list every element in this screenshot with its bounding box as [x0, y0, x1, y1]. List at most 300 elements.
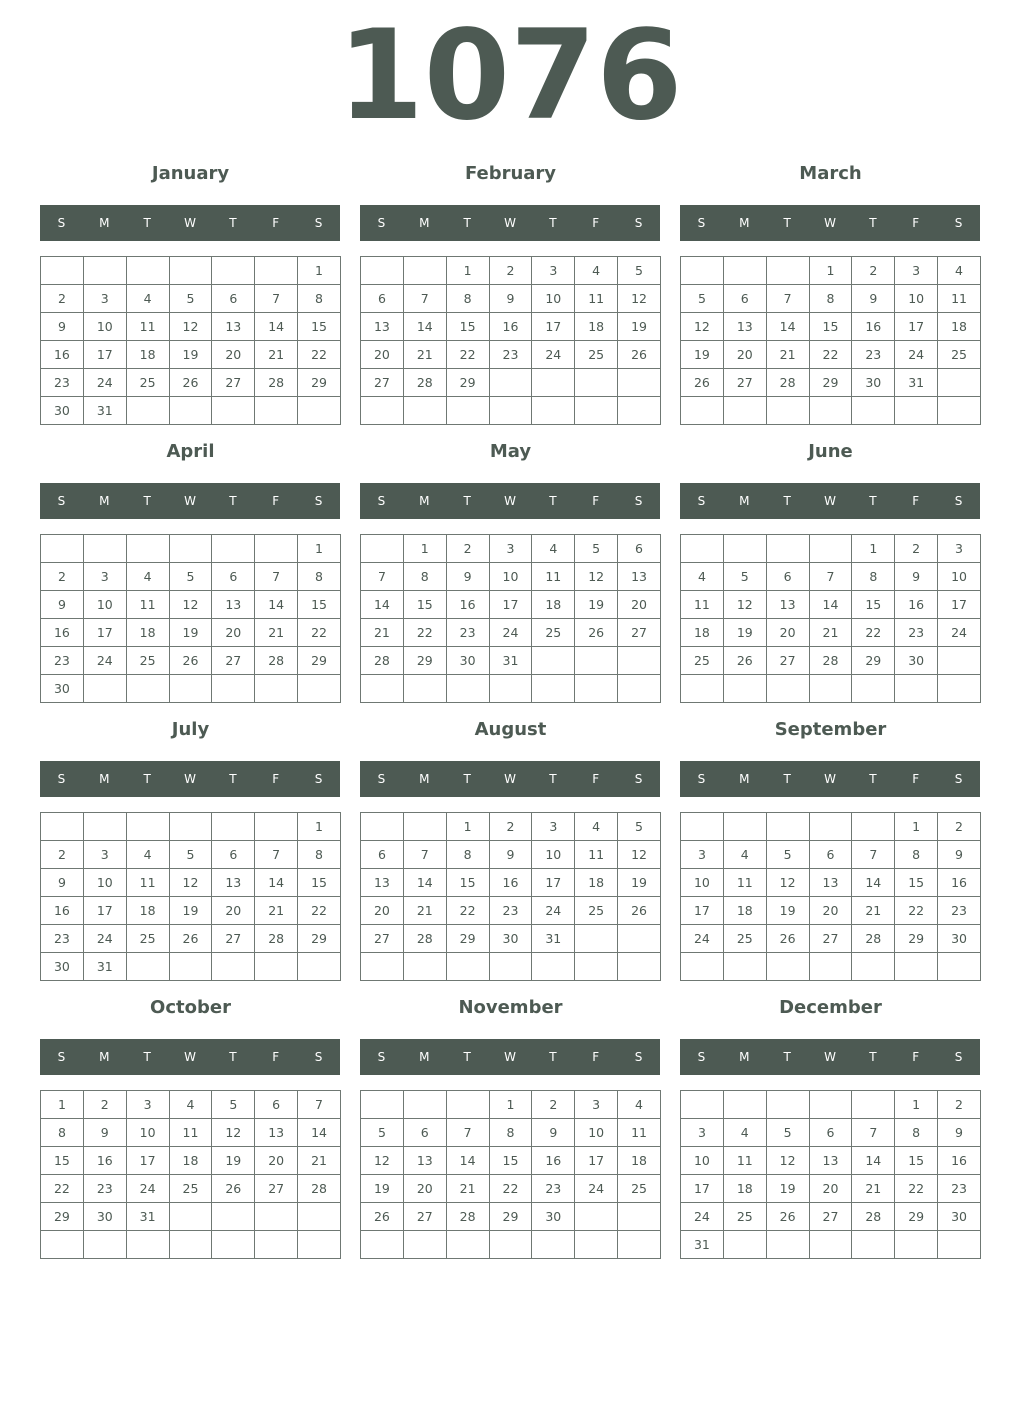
day-cell: 2 — [532, 1091, 575, 1119]
day-cell: 30 — [895, 647, 938, 675]
month-name: June — [808, 441, 853, 462]
week-row — [361, 1147, 661, 1175]
day-cell: 17 — [895, 313, 938, 341]
day-cell: 29 — [403, 647, 446, 675]
day-cell: 4 — [681, 563, 724, 591]
day-cell — [169, 1203, 212, 1231]
day-cell — [938, 369, 981, 397]
day-cell: 30 — [41, 953, 84, 981]
day-cell: 23 — [489, 897, 532, 925]
weekday-label: T — [229, 216, 237, 230]
day-cell: 21 — [255, 897, 298, 925]
weekday-label: T — [229, 1050, 237, 1064]
day-cell: 11 — [126, 591, 169, 619]
month-8 — [680, 719, 981, 984]
day-cell — [41, 535, 84, 563]
weekday-header — [680, 483, 980, 519]
day-cell — [809, 953, 852, 981]
day-cell: 4 — [723, 841, 766, 869]
week-row — [41, 1119, 341, 1147]
day-cell: 16 — [446, 591, 489, 619]
weekday-label: F — [592, 494, 600, 508]
day-cell: 11 — [575, 841, 618, 869]
day-cell — [361, 1231, 404, 1259]
day-cell: 8 — [298, 841, 341, 869]
day-cell — [255, 257, 298, 285]
day-cell: 4 — [723, 1119, 766, 1147]
day-cell: 27 — [212, 925, 255, 953]
day-cell: 22 — [446, 897, 489, 925]
weekday-label: S — [314, 216, 323, 230]
week-row — [681, 869, 981, 897]
day-cell — [83, 813, 126, 841]
day-cell: 8 — [298, 285, 341, 313]
day-cell: 8 — [852, 563, 895, 591]
week-row — [361, 869, 661, 897]
day-cell — [361, 397, 404, 425]
day-cell — [361, 257, 404, 285]
day-cell: 14 — [403, 869, 446, 897]
day-cell: 25 — [169, 1175, 212, 1203]
day-cell: 18 — [532, 591, 575, 619]
day-cell — [852, 397, 895, 425]
day-cell: 21 — [809, 619, 852, 647]
day-cell: 19 — [212, 1147, 255, 1175]
day-cell — [489, 369, 532, 397]
day-cell — [126, 675, 169, 703]
day-cell — [255, 813, 298, 841]
month-9 — [40, 997, 341, 1262]
week-row — [41, 341, 341, 369]
weekday-label: M — [99, 772, 110, 786]
week-row — [681, 1091, 981, 1119]
day-cell: 15 — [852, 591, 895, 619]
week-row — [681, 1175, 981, 1203]
day-cell: 16 — [83, 1147, 126, 1175]
day-cell: 19 — [681, 341, 724, 369]
day-cell: 12 — [212, 1119, 255, 1147]
weekday-label: F — [912, 216, 920, 230]
day-cell — [298, 675, 341, 703]
day-cell: 4 — [575, 813, 618, 841]
week-row — [41, 675, 341, 703]
day-cell: 16 — [41, 897, 84, 925]
day-cell: 3 — [681, 1119, 724, 1147]
month-0 — [40, 163, 341, 428]
day-cell: 27 — [809, 1203, 852, 1231]
day-cell: 4 — [126, 285, 169, 313]
day-cell: 21 — [361, 619, 404, 647]
day-cell: 1 — [446, 813, 489, 841]
weekday-label: S — [377, 772, 386, 786]
day-cell: 7 — [361, 563, 404, 591]
day-cell: 27 — [361, 925, 404, 953]
weekday-label: S — [697, 772, 706, 786]
weekday-label: M — [739, 1050, 750, 1064]
day-cell: 16 — [489, 313, 532, 341]
day-cell: 3 — [83, 563, 126, 591]
month-7 — [360, 719, 661, 984]
day-cell: 2 — [489, 813, 532, 841]
day-grid — [680, 256, 981, 425]
day-cell — [809, 397, 852, 425]
day-cell: 21 — [446, 1175, 489, 1203]
day-cell: 22 — [403, 619, 446, 647]
day-cell: 12 — [169, 591, 212, 619]
day-cell: 29 — [809, 369, 852, 397]
month-1 — [360, 163, 661, 428]
day-cell — [489, 675, 532, 703]
day-cell: 2 — [938, 813, 981, 841]
week-row — [41, 647, 341, 675]
day-cell: 19 — [361, 1175, 404, 1203]
day-cell: 11 — [723, 869, 766, 897]
day-cell: 4 — [938, 257, 981, 285]
day-cell: 30 — [489, 925, 532, 953]
day-cell: 2 — [489, 257, 532, 285]
day-cell: 11 — [681, 591, 724, 619]
day-cell — [681, 675, 724, 703]
day-cell — [446, 953, 489, 981]
day-cell: 17 — [532, 869, 575, 897]
day-cell: 21 — [852, 1175, 895, 1203]
day-cell: 31 — [681, 1231, 724, 1259]
day-cell: 27 — [255, 1175, 298, 1203]
day-cell: 23 — [852, 341, 895, 369]
day-cell: 27 — [723, 369, 766, 397]
day-grid — [40, 256, 341, 425]
day-cell: 4 — [126, 841, 169, 869]
day-cell: 31 — [895, 369, 938, 397]
weekday-label: T — [869, 494, 877, 508]
day-cell: 13 — [403, 1147, 446, 1175]
week-row — [41, 925, 341, 953]
month-10 — [360, 997, 661, 1262]
day-cell — [446, 397, 489, 425]
week-row — [361, 257, 661, 285]
day-cell: 29 — [298, 647, 341, 675]
day-cell: 3 — [83, 841, 126, 869]
day-cell: 27 — [809, 925, 852, 953]
day-cell: 1 — [895, 813, 938, 841]
day-cell: 12 — [169, 313, 212, 341]
day-grid — [680, 812, 981, 981]
day-cell — [169, 953, 212, 981]
week-row — [361, 619, 661, 647]
day-cell: 15 — [298, 591, 341, 619]
day-cell — [532, 647, 575, 675]
weekday-label: F — [272, 1050, 280, 1064]
day-cell: 15 — [895, 869, 938, 897]
weekday-label: T — [463, 772, 471, 786]
day-cell — [618, 397, 661, 425]
day-cell: 14 — [809, 591, 852, 619]
day-cell: 27 — [212, 369, 255, 397]
day-cell: 28 — [298, 1175, 341, 1203]
day-cell: 29 — [41, 1203, 84, 1231]
day-grid — [360, 812, 661, 981]
weekday-label: T — [229, 494, 237, 508]
weekday-label: W — [504, 772, 516, 786]
day-cell: 22 — [489, 1175, 532, 1203]
day-cell — [446, 1231, 489, 1259]
day-cell: 10 — [489, 563, 532, 591]
week-row — [681, 897, 981, 925]
day-cell: 11 — [169, 1119, 212, 1147]
day-cell: 22 — [298, 897, 341, 925]
day-cell: 28 — [255, 925, 298, 953]
day-cell: 11 — [532, 563, 575, 591]
month-name: February — [464, 163, 557, 184]
day-cell — [575, 953, 618, 981]
week-row — [681, 675, 981, 703]
weekday-label: F — [912, 772, 920, 786]
weekday-label: W — [504, 216, 516, 230]
day-cell: 13 — [361, 869, 404, 897]
day-cell: 29 — [446, 925, 489, 953]
day-cell — [723, 257, 766, 285]
day-cell — [938, 647, 981, 675]
week-row — [361, 285, 661, 313]
day-cell — [618, 369, 661, 397]
week-row — [681, 619, 981, 647]
day-cell: 4 — [532, 535, 575, 563]
weekday-label: S — [377, 494, 386, 508]
week-row — [41, 813, 341, 841]
day-cell: 20 — [809, 1175, 852, 1203]
day-cell: 21 — [255, 341, 298, 369]
day-cell: 8 — [809, 285, 852, 313]
day-cell — [212, 1203, 255, 1231]
day-cell: 16 — [895, 591, 938, 619]
week-row — [681, 369, 981, 397]
month-name: December — [779, 997, 882, 1018]
day-cell: 24 — [938, 619, 981, 647]
day-cell: 1 — [298, 257, 341, 285]
day-cell: 10 — [681, 869, 724, 897]
day-cell: 11 — [575, 285, 618, 313]
day-cell — [169, 675, 212, 703]
day-cell: 6 — [361, 841, 404, 869]
day-cell: 18 — [618, 1147, 661, 1175]
day-cell — [681, 1091, 724, 1119]
day-cell — [126, 1231, 169, 1259]
weekday-label: M — [739, 772, 750, 786]
week-row — [41, 1175, 341, 1203]
day-cell: 2 — [83, 1091, 126, 1119]
day-cell — [766, 813, 809, 841]
day-cell: 14 — [852, 1147, 895, 1175]
weekday-label: W — [184, 772, 196, 786]
day-cell: 17 — [575, 1147, 618, 1175]
week-row — [681, 397, 981, 425]
weekday-label: T — [143, 216, 151, 230]
day-cell: 5 — [169, 841, 212, 869]
day-cell: 18 — [169, 1147, 212, 1175]
day-cell: 24 — [895, 341, 938, 369]
week-row — [681, 285, 981, 313]
weekday-header — [680, 205, 980, 241]
day-cell: 10 — [532, 841, 575, 869]
day-cell: 5 — [766, 841, 809, 869]
day-cell: 31 — [126, 1203, 169, 1231]
day-cell: 12 — [618, 841, 661, 869]
day-cell: 19 — [766, 1175, 809, 1203]
day-cell: 8 — [298, 563, 341, 591]
day-cell: 19 — [169, 341, 212, 369]
weekday-label: W — [824, 216, 836, 230]
day-cell: 7 — [446, 1119, 489, 1147]
day-cell: 20 — [212, 619, 255, 647]
day-cell: 26 — [618, 341, 661, 369]
day-cell: 17 — [681, 1175, 724, 1203]
month-6 — [40, 719, 341, 984]
week-row — [361, 1203, 661, 1231]
weekday-label: T — [549, 1050, 557, 1064]
day-cell: 17 — [938, 591, 981, 619]
day-cell — [618, 675, 661, 703]
day-cell: 30 — [852, 369, 895, 397]
day-cell: 22 — [852, 619, 895, 647]
month-name: November — [458, 997, 563, 1018]
week-row — [681, 1231, 981, 1259]
day-cell: 21 — [766, 341, 809, 369]
day-cell: 14 — [852, 869, 895, 897]
day-cell: 2 — [852, 257, 895, 285]
weekday-label: W — [184, 494, 196, 508]
day-cell: 23 — [446, 619, 489, 647]
day-cell: 26 — [766, 1203, 809, 1231]
weekday-label: T — [549, 772, 557, 786]
week-row — [681, 591, 981, 619]
day-cell — [41, 1231, 84, 1259]
week-row — [361, 675, 661, 703]
day-cell: 28 — [809, 647, 852, 675]
day-cell: 6 — [809, 841, 852, 869]
day-cell — [938, 397, 981, 425]
weekday-label: S — [377, 216, 386, 230]
day-cell: 8 — [895, 1119, 938, 1147]
week-row — [361, 1119, 661, 1147]
day-cell: 6 — [766, 563, 809, 591]
day-cell: 21 — [255, 619, 298, 647]
weekday-label: S — [314, 494, 323, 508]
day-cell: 12 — [361, 1147, 404, 1175]
week-row — [361, 841, 661, 869]
day-cell: 10 — [532, 285, 575, 313]
day-cell — [938, 675, 981, 703]
day-cell: 24 — [83, 925, 126, 953]
weekday-label: S — [697, 1050, 706, 1064]
month-5 — [680, 441, 981, 706]
weekday-label: W — [184, 1050, 196, 1064]
day-cell: 3 — [532, 813, 575, 841]
day-cell — [126, 397, 169, 425]
weekday-label: M — [739, 494, 750, 508]
day-cell: 3 — [895, 257, 938, 285]
day-cell: 25 — [126, 369, 169, 397]
day-cell: 13 — [809, 1147, 852, 1175]
day-cell — [212, 953, 255, 981]
day-cell: 7 — [255, 841, 298, 869]
day-cell: 7 — [809, 563, 852, 591]
day-cell: 8 — [41, 1119, 84, 1147]
weekday-label: S — [697, 494, 706, 508]
day-cell: 3 — [126, 1091, 169, 1119]
day-cell: 7 — [255, 285, 298, 313]
week-row — [41, 313, 341, 341]
day-cell — [532, 1231, 575, 1259]
day-cell: 10 — [83, 313, 126, 341]
day-cell: 5 — [575, 535, 618, 563]
day-cell: 26 — [361, 1203, 404, 1231]
day-cell: 15 — [895, 1147, 938, 1175]
day-cell — [681, 813, 724, 841]
week-row — [41, 535, 341, 563]
month-3 — [40, 441, 341, 706]
day-grid — [680, 1090, 981, 1259]
day-cell: 12 — [169, 869, 212, 897]
day-cell: 26 — [169, 647, 212, 675]
day-grid — [360, 256, 661, 425]
day-cell — [361, 813, 404, 841]
week-row — [41, 257, 341, 285]
week-row — [41, 285, 341, 313]
day-cell: 10 — [83, 869, 126, 897]
week-row — [41, 563, 341, 591]
day-cell: 28 — [403, 925, 446, 953]
day-cell: 30 — [83, 1203, 126, 1231]
day-cell: 13 — [361, 313, 404, 341]
day-cell: 26 — [575, 619, 618, 647]
month-name: July — [171, 719, 210, 740]
week-row — [681, 1147, 981, 1175]
day-cell: 23 — [532, 1175, 575, 1203]
day-cell — [681, 397, 724, 425]
weekday-label: T — [463, 1050, 471, 1064]
day-cell: 10 — [895, 285, 938, 313]
day-cell — [681, 953, 724, 981]
weekday-label: M — [419, 216, 430, 230]
day-cell — [723, 1231, 766, 1259]
day-cell: 15 — [446, 313, 489, 341]
day-cell — [618, 1231, 661, 1259]
day-cell — [403, 1231, 446, 1259]
day-cell: 7 — [255, 563, 298, 591]
week-row — [361, 953, 661, 981]
week-row — [41, 1147, 341, 1175]
day-cell: 13 — [809, 869, 852, 897]
weekday-label: F — [272, 216, 280, 230]
week-row — [681, 953, 981, 981]
day-cell — [298, 953, 341, 981]
day-cell: 13 — [618, 563, 661, 591]
day-cell: 31 — [489, 647, 532, 675]
week-row — [41, 619, 341, 647]
month-name: September — [774, 719, 887, 740]
day-cell: 26 — [618, 897, 661, 925]
day-cell — [895, 1231, 938, 1259]
week-row — [681, 313, 981, 341]
day-cell: 17 — [83, 897, 126, 925]
day-cell: 6 — [403, 1119, 446, 1147]
day-cell — [618, 647, 661, 675]
day-cell: 18 — [126, 619, 169, 647]
day-cell: 25 — [723, 925, 766, 953]
day-cell: 25 — [618, 1175, 661, 1203]
day-cell: 16 — [852, 313, 895, 341]
day-cell — [723, 675, 766, 703]
